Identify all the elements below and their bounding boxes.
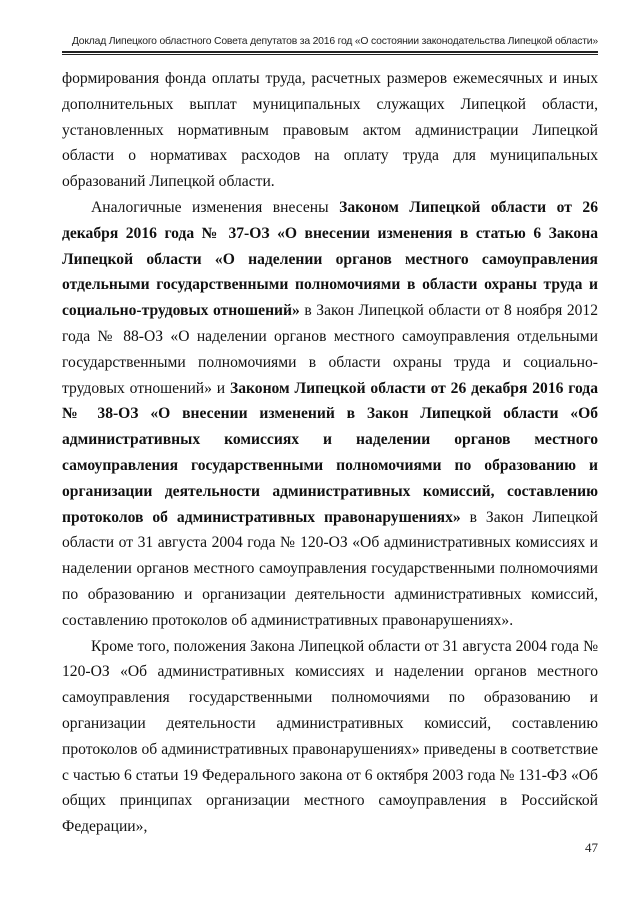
paragraph-additionally: Кроме того, положения Закона Липецкой области от 31 августа 2004 года № 120-ОЗ «Об административных комиссиях и наделении органов местного самоуправления государственными полномочиями по образованию и организации деятельности административных комиссий, составлению протоколов об административных правонарушениях» приведены в соответствие с частью 6 статьи 19 Федерального закона от 6 октября 2003 года № 131-ФЗ «Об общих принципах организации местного самоуправления в Российской Федерации»,: [62, 637, 598, 836]
law-38-oz-title: Законом Липецкой области от 26 декабря 2016 года № 38-ОЗ «О внесении изменений в Закон Липецкой области «Об административных комиссиях и наделении органов местного самоуправления государственными полномочиями по образованию и организации деятельности административных комиссий, составлению протоколов об административных правонарушениях»: [62, 379, 598, 526]
paragraph-amendments-intro: Аналогичные изменения внесены: [91, 198, 340, 216]
page-number: 47: [585, 840, 598, 855]
paragraph-amendments: [62, 195, 598, 634]
law-120-oz-reference: в Закон Липецкой области от 31 августа 2004 года № 120-ОЗ «Об административных комиссиях и наделении органов местного самоуправления государственными полномочиями по образованию и организации деятельности административных комиссий, составлению протоколов об административных правонарушениях».: [62, 508, 598, 629]
header-rule: [62, 51, 598, 55]
page-body: [62, 66, 598, 840]
law-88-oz-reference: в Закон Липецкой области от 8 ноября 2012 года № 88-ОЗ «О наделении органов местного самоуправления отдельными государственными полномочиями в области охраны труда и социально-трудовых отношений» и: [62, 302, 599, 397]
law-37-oz-title: Законом Липецкой области от 26 декабря 2016 года № 37-ОЗ «О внесении изменения в статью 6 Закона Липецкой области «О наделении органов местного самоуправления отдельными государственными полномочиями в области охраны труда и социально-трудовых отношений»: [62, 198, 598, 320]
running-header: Доклад Липецкого областного Совета депутатов за 2016 год «О состоянии законодательства Липецкой области»: [71, 36, 598, 47]
paragraph-continuation: формирования фонда оплаты труда, расчетных размеров ежемесячных и иных дополнительных выплат муниципальных служащих Липецкой области, установленных нормативным правовым актом администрации Липецкой области о нормативах расходов на оплату труда для муниципальных образований Липецкой области.: [62, 70, 598, 191]
